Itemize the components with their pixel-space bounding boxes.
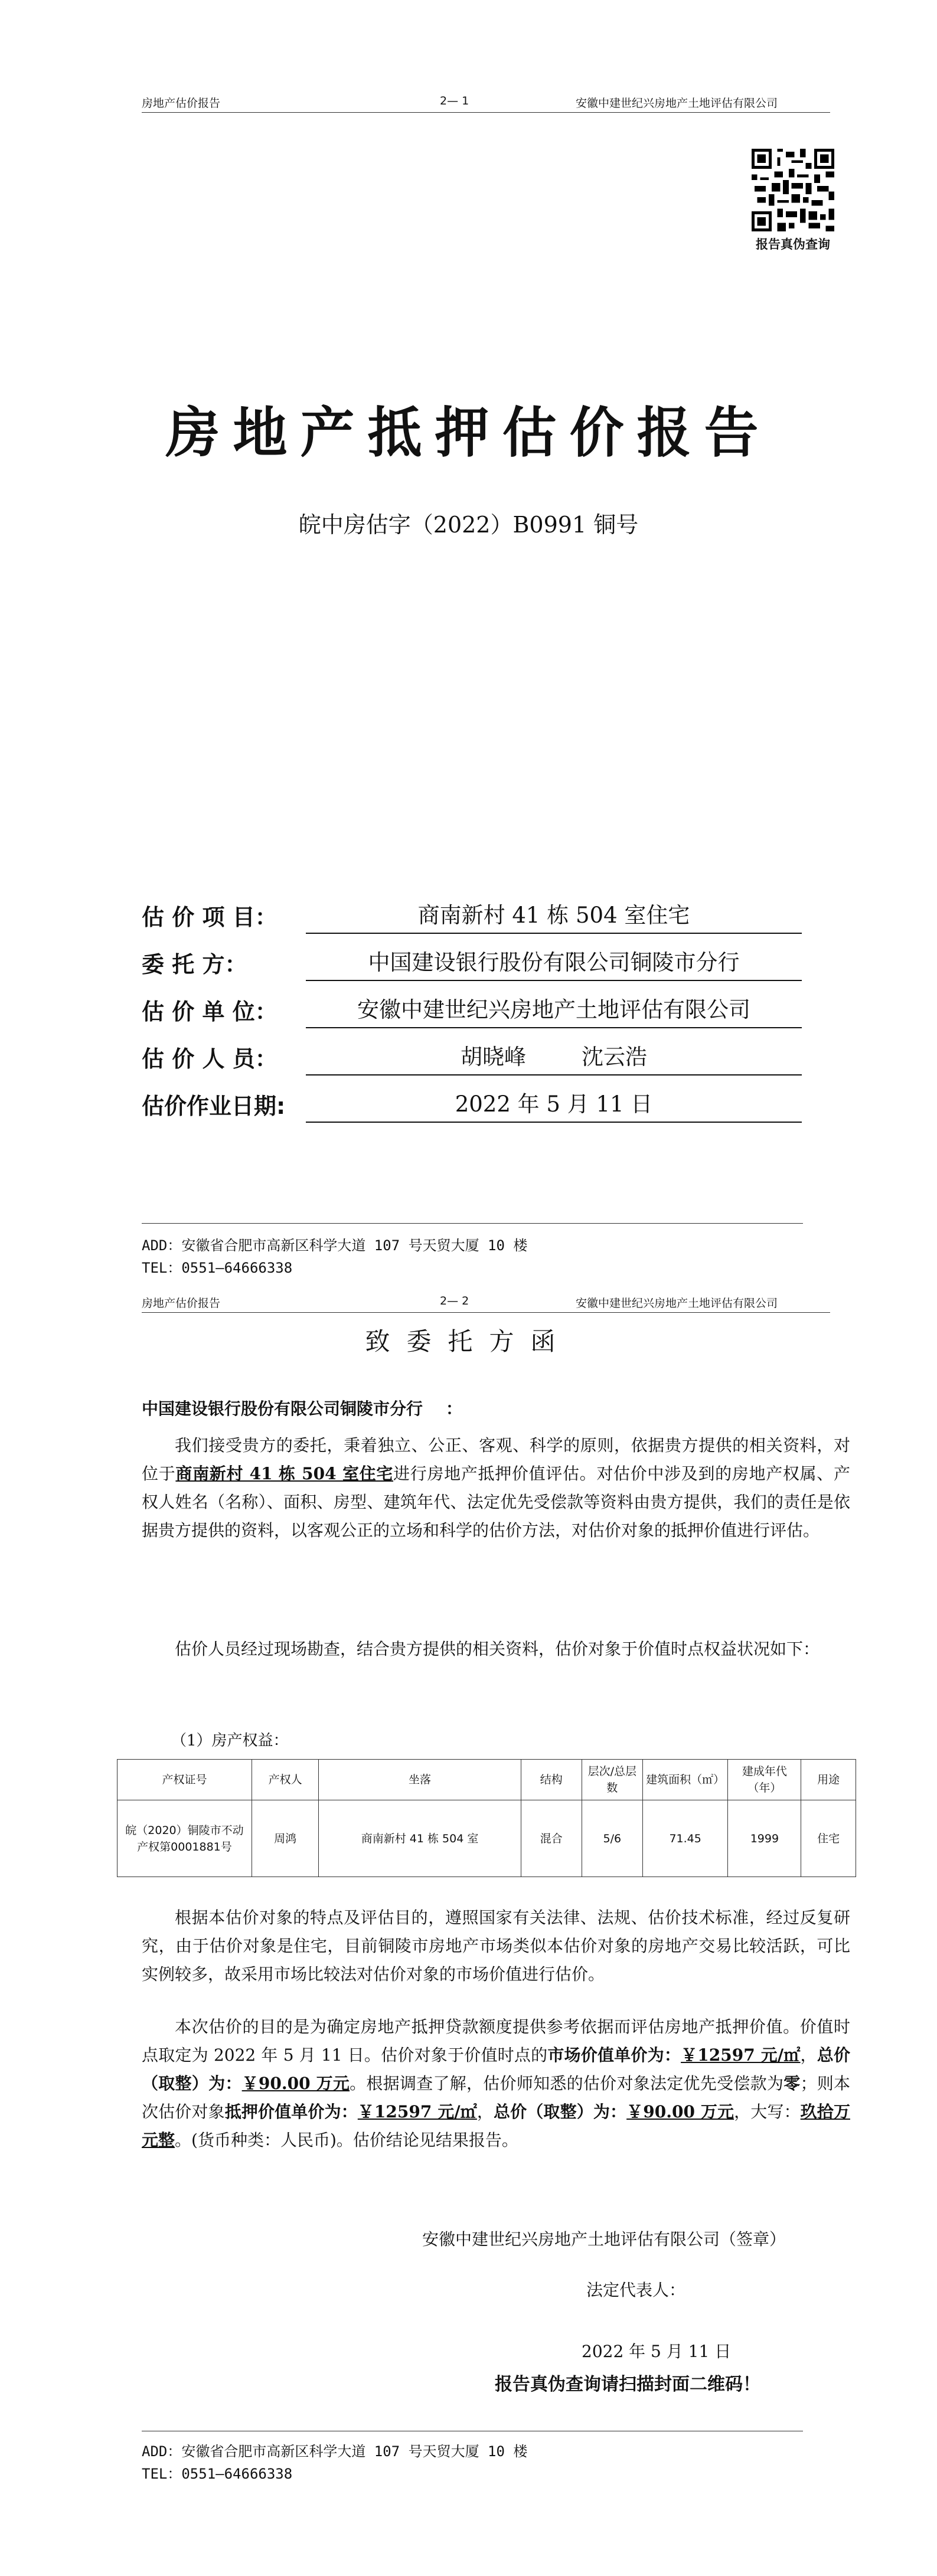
priority-claims-value: 零 xyxy=(783,2074,801,2093)
qr-code-icon xyxy=(752,149,834,231)
property-rights-table xyxy=(117,1759,856,1877)
p4-text-6: ，大写： xyxy=(734,2102,801,2121)
signature-date: 2022 年 5 月 11 日 xyxy=(582,2342,732,2361)
report-title: 房地产抵押估价报告 xyxy=(165,401,772,465)
market-total-price: ￥90.00 万元 xyxy=(241,2074,350,2093)
letter-paragraph-4 xyxy=(142,2013,850,2155)
mortgage-unit-price: ￥12597 元/㎡ xyxy=(357,2102,477,2121)
p4-text-5: ， xyxy=(476,2102,494,2121)
field-label-client: 委 托 方： xyxy=(142,952,247,978)
cell-floors: 5/6 xyxy=(582,1800,642,1877)
p4-text-7: 。(货币种类：人民币)。估价结论见结果报告。 xyxy=(175,2130,518,2150)
field-label-appraisers: 估 价 人 员： xyxy=(142,1046,277,1072)
field-value-appraisers: 胡晓峰 沈云浩 xyxy=(306,1039,802,1075)
p4-text-3: 。根据调查了解，估价师知悉的估价对象法定优先受偿款为 xyxy=(350,2074,784,2093)
market-unit-price: ￥12597 元/㎡ xyxy=(681,2045,801,2065)
page2-header-page: 2— 2 xyxy=(440,1294,469,1307)
letter-paragraph-1 xyxy=(142,1431,850,1545)
header-floors: 层次/总层数 xyxy=(582,1760,642,1800)
header-cert-no: 产权证号 xyxy=(117,1760,252,1800)
header-location: 坐落 xyxy=(319,1760,521,1800)
paragraph-1-text-a: 我们接受贵方的委托，秉着独立、公正、客观、科学的原则，依据贵方提供的相关资料，对位于 xyxy=(142,1436,850,1483)
page2-footer-address: ADD：安徽省合肥市高新区科学大道 107 号天贸大厦 10 楼 xyxy=(142,2443,528,2460)
letter-paragraph-3: 根据本估价对象的特点及评估目的，遵照国家有关法律、法规、估价技术标准，经过反复研究，由于估价对象是住宅，目前铜陵市房地产市场类似本估价对象的房地产交易比较活跃，可比实例较多，故采用市场比较法对估价对象的市场价值进行估价。 xyxy=(142,1908,850,1984)
p4-text-2: ， xyxy=(800,2045,817,2065)
qr-caption: 报告真伪查询 xyxy=(756,237,830,251)
page1-header-left: 房地产估价报告 xyxy=(142,97,221,110)
field-value-client: 中国建设银行股份有限公司铜陵市分行 xyxy=(306,944,802,981)
cell-cert-no: 皖（2020）铜陵市不动产权第0001881号 xyxy=(117,1800,252,1877)
signature-company: 安徽中建世纪兴房地产土地评估有限公司（签章） xyxy=(422,2230,786,2249)
p4-text-4: ；则本次估价对象 xyxy=(142,2074,850,2121)
cell-use: 住宅 xyxy=(801,1800,856,1877)
field-value-appraiser-company: 安徽中建世纪兴房地产土地评估有限公司 xyxy=(306,992,802,1028)
cell-location: 商南新村 41 栋 504 室 xyxy=(319,1800,521,1877)
cell-owner: 周鸿 xyxy=(252,1800,318,1877)
report-number: 皖中房估字（2022）B0991 铜号 xyxy=(298,512,639,538)
page2-header-rule xyxy=(142,1312,830,1313)
page2-header-left: 房地产估价报告 xyxy=(142,1297,221,1310)
mortgage-unit-price-label: 抵押价值单价为： xyxy=(224,2102,358,2121)
cell-area: 71.45 xyxy=(642,1800,728,1877)
field-value-date: 2022 年 5 月 11 日 xyxy=(306,1086,802,1123)
page1-footer-rule xyxy=(142,1223,803,1224)
table-row xyxy=(117,1800,856,1877)
cell-structure: 混合 xyxy=(521,1800,582,1877)
mortgage-total-label: 总价（取整）为： xyxy=(494,2102,627,2121)
cell-year: 1999 xyxy=(728,1800,801,1877)
page2-footer-tel: TEL：0551—64666338 xyxy=(142,2466,293,2482)
table-header-row xyxy=(117,1760,856,1800)
page1-footer-address: ADD：安徽省合肥市高新区科学大道 107 号天贸大厦 10 楼 xyxy=(142,1237,528,1254)
signature-legal-rep: 法定代表人： xyxy=(586,2280,686,2300)
page1-header-right: 安徽中建世纪兴房地产土地评估有限公司 xyxy=(576,97,778,110)
page1-header-page: 2— 1 xyxy=(440,94,469,107)
page2-header-right: 安徽中建世纪兴房地产土地评估有限公司 xyxy=(576,1297,778,1310)
header-owner: 产权人 xyxy=(252,1760,318,1800)
market-total-label: 总价（取整）为： xyxy=(142,2045,850,2093)
letter-title: 致委托方函 xyxy=(365,1327,572,1356)
p4-text-1: 本次估价的目的是为确定房地产抵押贷款额度提供参考依据而评估房地产抵押价值。价值时点取定为 2022 年 5 月 11 日。估价对象于价值时点的 xyxy=(142,2017,850,2065)
header-year: 建成年代（年） xyxy=(728,1760,801,1800)
page1-header-rule xyxy=(142,112,830,113)
letter-addressee: 中国建设银行股份有限公司铜陵市分行 ： xyxy=(142,1399,462,1418)
page1-footer-tel: TEL：0551—64666338 xyxy=(142,1260,293,1276)
header-area: 建筑面积（㎡） xyxy=(642,1760,728,1800)
letter-paragraph-2: 估价人员经过现场勘查，结合贵方提供的相关资料，估价对象于价值时点权益状况如下： xyxy=(175,1639,820,1659)
mortgage-total-price: ￥90.00 万元 xyxy=(626,2102,734,2121)
paragraph-1-text-b: 进行房地产抵押价值评估。对估价中涉及到的房地产权属、产权人姓名（名称）、面积、房型、建筑年代、法定优先受偿款等资料由贵方提供，我们的责任是依据贵方提供的资料，以客观公正的立场和科学的估价方法，对估价对象的抵押价值进行评估。 xyxy=(142,1464,850,1540)
market-unit-price-label: 市场价值单价为： xyxy=(547,2045,681,2065)
header-use: 用途 xyxy=(801,1760,856,1800)
field-value-project: 商南新村 41 栋 504 室住宅 xyxy=(306,897,802,934)
property-address-highlight: 商南新村 41 栋 504 室住宅 xyxy=(175,1464,394,1483)
authenticity-notice: 报告真伪查询请扫描封面二维码！ xyxy=(495,2374,760,2395)
amount-in-words: 玖拾万元整 xyxy=(142,2102,850,2150)
table-caption: （1）房产权益： xyxy=(171,1732,289,1750)
field-label-project: 估 价 项 目： xyxy=(142,904,277,930)
field-label-appraiser-company: 估 价 单 位： xyxy=(142,999,277,1025)
field-label-date: 估价作业日期: xyxy=(142,1093,286,1119)
header-structure: 结构 xyxy=(521,1760,582,1800)
